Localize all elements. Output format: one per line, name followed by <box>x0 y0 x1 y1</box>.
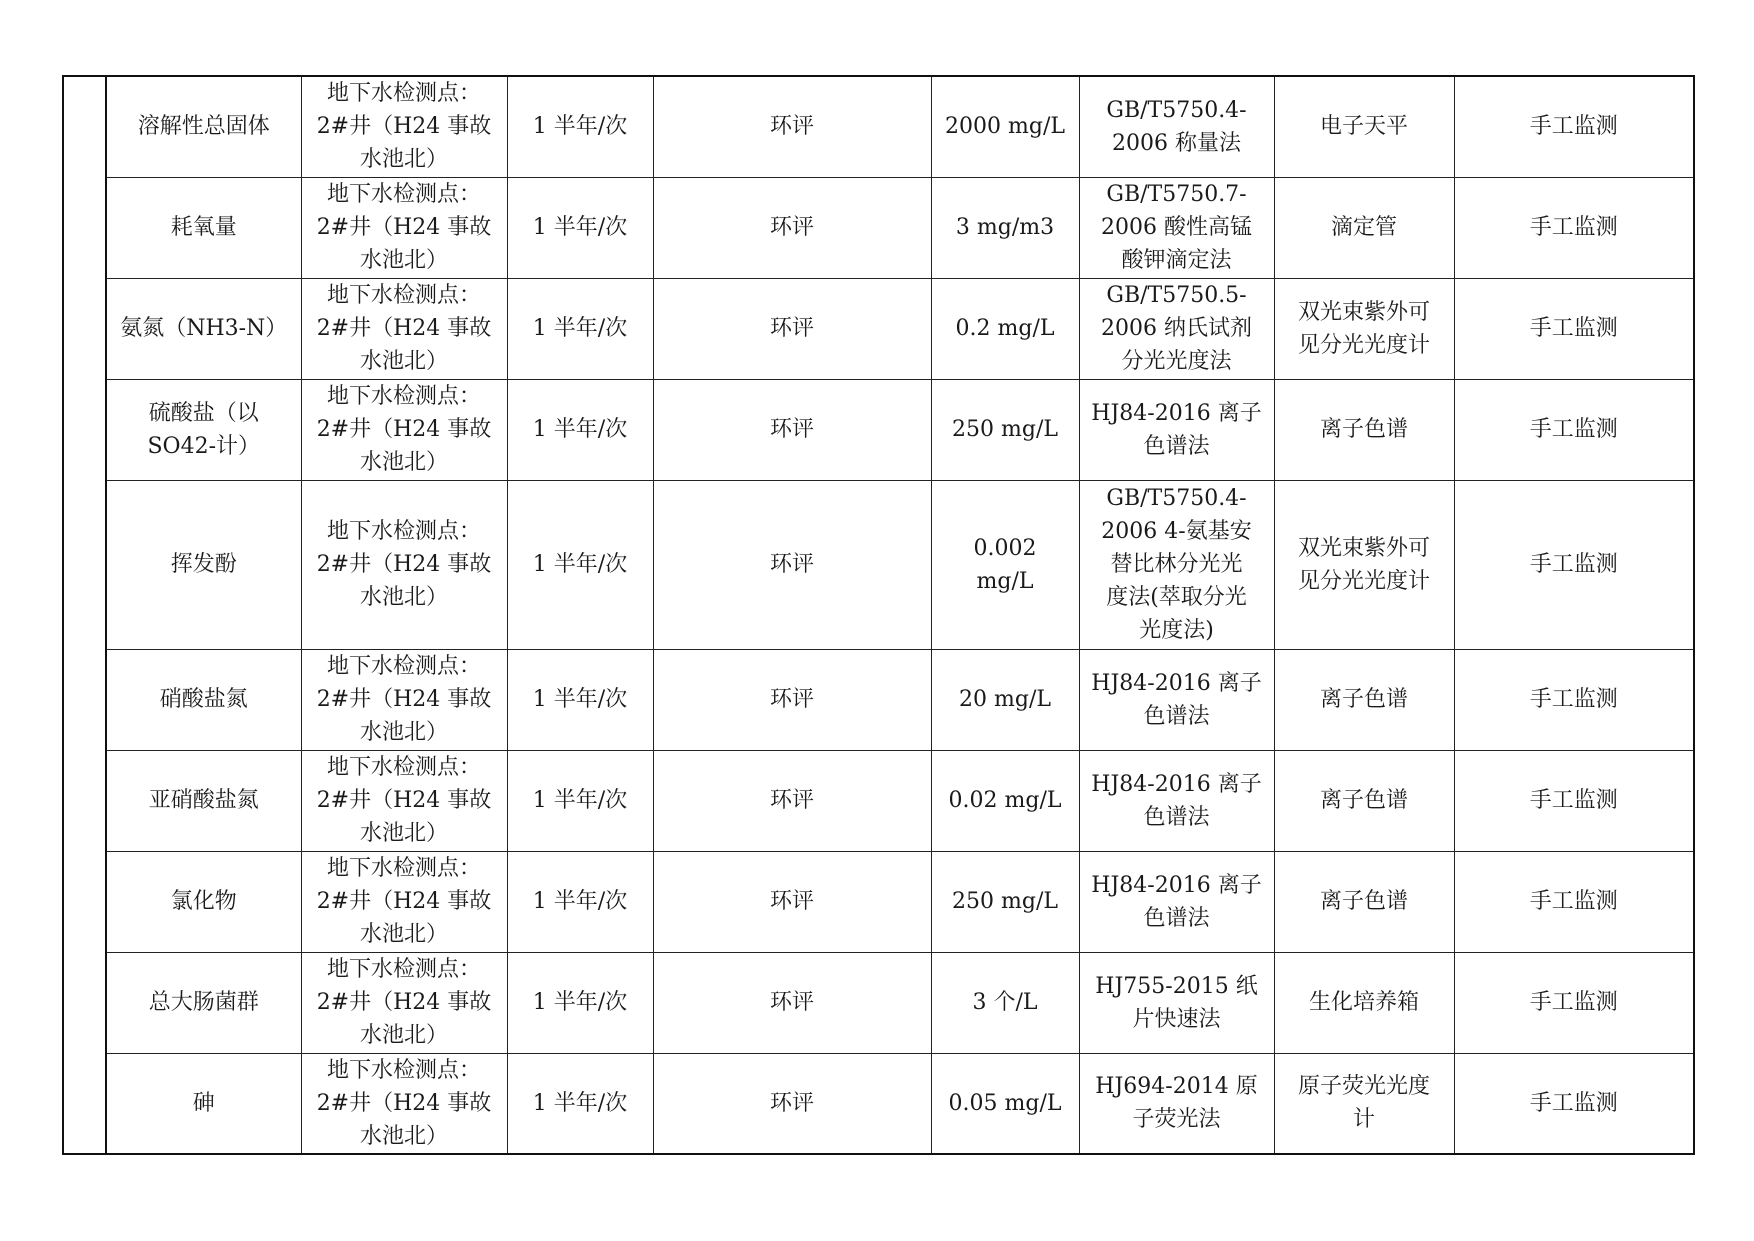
limit-cell-text: 0.02 mg/L <box>948 788 1062 813</box>
item-cell-text: 总大肠菌群 <box>148 990 259 1015</box>
mode-cell-text: 手工监测 <box>1529 788 1618 813</box>
mode-cell <box>1454 1053 1694 1154</box>
limit-cell-text: 0.05 mg/L <box>948 1090 1062 1116</box>
frequency-cell <box>507 649 653 750</box>
mode-cell-text: 手工监测 <box>1529 215 1618 240</box>
limit-cell-text: 3 个/L <box>972 990 1038 1015</box>
limit-cell-text: 20 mg/L <box>959 687 1051 712</box>
item-cell-text: 溶解性总固体 <box>137 114 270 140</box>
location-cell <box>301 952 507 1053</box>
location-cell <box>301 278 507 379</box>
item-cell <box>106 649 301 750</box>
basis-cell <box>653 278 931 379</box>
method-cell <box>1079 952 1274 1053</box>
basis-cell-text: 环评 <box>769 889 814 914</box>
frequency-cell <box>507 379 653 480</box>
basis-cell-text: 环评 <box>769 552 814 577</box>
item-cell <box>106 76 301 177</box>
item-cell <box>106 851 301 952</box>
item-cell <box>106 1053 301 1154</box>
basis-cell <box>653 480 931 649</box>
instrument-cell <box>1274 750 1454 851</box>
frequency-cell-text: 1 半年/次 <box>532 215 628 240</box>
instrument-cell <box>1274 851 1454 952</box>
item-cell <box>106 379 301 480</box>
instrument-cell-text: 离子色谱 <box>1319 417 1408 442</box>
limit-cell-text: 250 mg/L <box>952 417 1058 442</box>
frequency-cell-text: 1 半年/次 <box>532 417 628 442</box>
instrument-cell <box>1274 278 1454 379</box>
basis-cell <box>653 379 931 480</box>
mode-cell-text: 手工监测 <box>1529 316 1618 341</box>
instrument-cell-text: 滴定管 <box>1330 215 1397 240</box>
instrument-cell-text: 离子色谱 <box>1319 889 1408 914</box>
location-cell-text: 地下水检测点： 2#井（H24 事故 水池北） <box>316 654 492 745</box>
limit-cell <box>931 750 1079 851</box>
instrument-cell <box>1274 952 1454 1053</box>
limit-cell-text: 2000 mg/L <box>945 114 1065 140</box>
location-cell <box>301 177 507 278</box>
mode-cell-text: 手工监测 <box>1529 114 1618 140</box>
basis-cell-text: 环评 <box>769 215 814 240</box>
item-cell <box>106 480 301 649</box>
frequency-cell <box>507 750 653 851</box>
frequency-cell-text: 1 半年/次 <box>532 990 628 1015</box>
location-cell <box>301 851 507 952</box>
item-cell-text: 砷 <box>192 1090 215 1116</box>
mode-cell-text: 手工监测 <box>1529 687 1618 712</box>
basis-cell <box>653 1053 931 1154</box>
basis-cell-text: 环评 <box>769 990 814 1015</box>
instrument-cell-text: 电子天平 <box>1319 114 1408 140</box>
instrument-cell <box>1274 480 1454 649</box>
location-cell-text: 地下水检测点： 2#井（H24 事故 水池北） <box>316 856 492 947</box>
method-cell-text: GB/T5750.4- 2006 4-氨基安 替比林分光光 度法(萃取分光 光度法) <box>1101 486 1252 643</box>
mode-cell <box>1454 952 1694 1053</box>
location-cell-text: 地下水检测点： 2#井（H24 事故 水池北） <box>316 519 492 610</box>
location-cell-text: 地下水检测点： 2#井（H24 事故 水池北） <box>316 182 492 273</box>
basis-cell <box>653 177 931 278</box>
limit-cell-text: 3 mg/m3 <box>955 215 1055 240</box>
instrument-cell <box>1274 379 1454 480</box>
method-cell <box>1079 480 1274 649</box>
table-row <box>63 379 1694 480</box>
frequency-cell-text: 1 半年/次 <box>532 114 628 140</box>
monitoring-table <box>62 75 1695 1155</box>
method-cell-text: HJ84-2016 离子 色谱法 <box>1091 400 1262 459</box>
basis-cell-text: 环评 <box>769 687 814 712</box>
instrument-cell-text: 离子色谱 <box>1319 788 1408 813</box>
frequency-cell <box>507 480 653 649</box>
table-row <box>63 278 1694 379</box>
frequency-cell <box>507 952 653 1053</box>
method-cell-text: GB/T5750.7- 2006 酸性高锰 酸钾滴定法 <box>1101 182 1252 273</box>
method-cell-text: GB/T5750.4- 2006 称量法 <box>1106 97 1247 156</box>
frequency-cell <box>507 851 653 952</box>
instrument-cell <box>1274 1053 1454 1154</box>
method-cell <box>1079 1053 1274 1154</box>
frequency-cell-text: 1 半年/次 <box>532 316 628 341</box>
instrument-cell <box>1274 649 1454 750</box>
table-row <box>63 480 1694 649</box>
location-cell <box>301 379 507 480</box>
mode-cell-text: 手工监测 <box>1529 417 1618 442</box>
frequency-cell <box>507 76 653 177</box>
mode-cell <box>1454 76 1694 177</box>
location-cell-text: 地下水检测点： 2#井（H24 事故 水池北） <box>316 283 492 374</box>
table-row <box>63 952 1694 1053</box>
item-cell-text: 硫酸盐（以 SO42-计） <box>147 400 261 459</box>
limit-cell-text: 0.2 mg/L <box>955 316 1055 341</box>
item-cell-text: 挥发酚 <box>170 552 237 577</box>
frequency-cell-text: 1 半年/次 <box>532 552 628 577</box>
location-cell-text: 地下水检测点： 2#井（H24 事故 水池北） <box>316 384 492 475</box>
mode-cell <box>1454 649 1694 750</box>
basis-cell-text: 环评 <box>769 1090 814 1116</box>
location-cell-text: 地下水检测点： 2#井（H24 事故 水池北） <box>316 81 492 173</box>
item-cell-text: 硝酸盐氮 <box>159 687 248 712</box>
limit-cell-text: 250 mg/L <box>952 889 1058 914</box>
item-cell <box>106 750 301 851</box>
instrument-cell-text: 原子荧光光度 计 <box>1297 1074 1430 1133</box>
limit-cell <box>931 177 1079 278</box>
method-cell <box>1079 278 1274 379</box>
limit-cell <box>931 952 1079 1053</box>
frequency-cell-text: 1 半年/次 <box>532 1090 628 1116</box>
basis-cell <box>653 76 931 177</box>
table-row <box>63 1053 1694 1154</box>
limit-cell <box>931 76 1079 177</box>
method-cell-text: HJ755-2015 纸 片快速法 <box>1095 973 1258 1032</box>
location-cell <box>301 480 507 649</box>
frequency-cell <box>507 278 653 379</box>
instrument-cell <box>1274 177 1454 278</box>
table-body <box>63 76 1694 1154</box>
location-cell-text: 地下水检测点： 2#井（H24 事故 水池北） <box>316 957 492 1048</box>
instrument-cell <box>1274 76 1454 177</box>
frequency-cell-text: 1 半年/次 <box>532 889 628 914</box>
mode-cell-text: 手工监测 <box>1529 889 1618 914</box>
mode-cell-text: 手工监测 <box>1529 552 1618 577</box>
instrument-cell-text: 双光束紫外可 见分光光度计 <box>1297 535 1430 594</box>
location-cell <box>301 750 507 851</box>
table-row <box>63 177 1694 278</box>
method-cell <box>1079 177 1274 278</box>
method-cell-text: HJ84-2016 离子 色谱法 <box>1091 872 1262 931</box>
limit-cell <box>931 851 1079 952</box>
mode-cell <box>1454 851 1694 952</box>
item-cell <box>106 952 301 1053</box>
method-cell-text: HJ694-2014 原 子荧光法 <box>1095 1074 1258 1133</box>
mode-cell <box>1454 480 1694 649</box>
location-cell <box>301 649 507 750</box>
basis-cell <box>653 750 931 851</box>
limit-cell <box>931 379 1079 480</box>
method-cell-text: GB/T5750.5- 2006 纳氏试剂 分光光度法 <box>1101 283 1252 374</box>
basis-cell-text: 环评 <box>769 788 814 813</box>
frequency-cell <box>507 1053 653 1154</box>
basis-cell-text: 环评 <box>769 417 814 442</box>
item-cell-text: 氨氮（NH3-N） <box>120 316 288 341</box>
frequency-cell-text: 1 半年/次 <box>532 788 628 813</box>
item-cell-text: 氯化物 <box>170 889 237 914</box>
method-cell <box>1079 649 1274 750</box>
method-cell <box>1079 851 1274 952</box>
method-cell-text: HJ84-2016 离子 色谱法 <box>1091 771 1262 830</box>
limit-cell <box>931 649 1079 750</box>
location-cell-text: 地下水检测点： 2#井（H24 事故 水池北） <box>316 755 492 846</box>
method-cell <box>1079 379 1274 480</box>
frequency-cell <box>507 177 653 278</box>
method-cell <box>1079 76 1274 177</box>
mode-cell <box>1454 278 1694 379</box>
instrument-cell-text: 双光束紫外可 见分光光度计 <box>1297 299 1430 358</box>
mode-cell-text: 手工监测 <box>1529 990 1618 1015</box>
table-row <box>63 750 1694 851</box>
basis-cell-text: 环评 <box>769 316 814 341</box>
category-cell <box>63 76 106 1154</box>
limit-cell-text: 0.002 mg/L <box>973 535 1037 594</box>
mode-cell <box>1454 750 1694 851</box>
mode-cell <box>1454 177 1694 278</box>
item-cell <box>106 278 301 379</box>
item-cell <box>106 177 301 278</box>
table-row <box>63 851 1694 952</box>
basis-cell-text: 环评 <box>769 114 814 140</box>
limit-cell <box>931 278 1079 379</box>
item-cell-text: 亚硝酸盐氮 <box>148 788 259 813</box>
table-row <box>63 76 1694 177</box>
basis-cell <box>653 952 931 1053</box>
basis-cell <box>653 649 931 750</box>
table-row <box>63 649 1694 750</box>
instrument-cell-text: 生化培养箱 <box>1308 990 1419 1015</box>
basis-cell <box>653 851 931 952</box>
location-cell-text: 地下水检测点： 2#井（H24 事故 水池北） <box>316 1057 492 1149</box>
method-cell <box>1079 750 1274 851</box>
frequency-cell-text: 1 半年/次 <box>532 687 628 712</box>
limit-cell <box>931 1053 1079 1154</box>
mode-cell-text: 手工监测 <box>1529 1090 1618 1116</box>
method-cell-text: HJ84-2016 离子 色谱法 <box>1091 670 1262 729</box>
instrument-cell-text: 离子色谱 <box>1319 687 1408 712</box>
location-cell <box>301 76 507 177</box>
mode-cell <box>1454 379 1694 480</box>
item-cell-text: 耗氧量 <box>170 215 237 240</box>
location-cell <box>301 1053 507 1154</box>
limit-cell <box>931 480 1079 649</box>
